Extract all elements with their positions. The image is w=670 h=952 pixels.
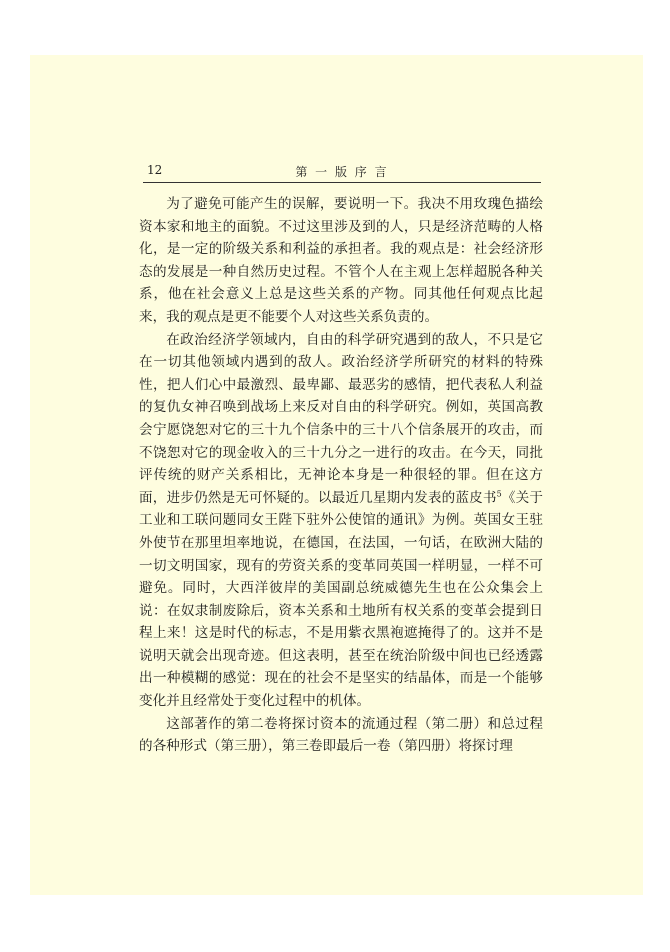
running-title: 第 一 版 序 言 (295, 165, 389, 179)
paragraph-2-part-2: 《关于工业和工联问题同女王陛下驻外公使馆的通讯》为例。英国女王驻外使节在那里坦率地说，在德国，在法国，一句话，在欧洲大陆的一切文明国家，现有的劳资关系的变革同英国一样明显，一样不可避免。同时，大西洋彼岸的美国副总统威德先生也在公众集会上说：在奴隶制废除后，资本关系和土地所有权关系的变革会提到日程上来！这是时代的标志，不是用紫衣黑袍遮掩得了的。这并不是说明天就会出现奇迹。但这表明，甚至在统治阶级中间也已经透露出一种模糊的感觉：现在的社会不是坚实的结晶体，而是一个能够变化并且经常处于变化过程中的机体。 (139, 489, 544, 710)
paragraph-3: 这部著作的第二卷将探讨资本的流通过程（第二册）和总过程的各种形式（第三册），第三卷即最后一卷（第四册）将探讨理 (139, 715, 543, 755)
running-header (143, 160, 541, 183)
page-number: 12 (147, 163, 163, 177)
paragraph-1: 为了避免可能产生的误解，要说明一下。我决不用玫瑰色描绘资本家和地主的面貌。不过这里涉及到的人，只是经济范畴的人格化，是一定的阶级关系和利益的承担者。我的观点是：社会经济形态的发展是一种自然历史过程。不管个人在主观上怎样超脱各种关系，他在社会意义上总是这些关系的产物。同其他任何观点比起来，我的观点是更不能要个人对这些关系负责的。 (139, 196, 543, 325)
paragraph-2-part-1: 在政治经济学领域内，自由的科学研究遇到的敌人，不只是它在一切其他领域内遇到的敌人。政治经济学所研究的材料的特殊性，把人们心中最激烈、最卑鄙、最恶劣的感情，把代表私人利益的复仇女神召唤到战场上来反对自由的科学研究。例如，英国高教会宁愿饶恕对它的三十九个信条中的三十八个信条展开的攻击，而不饶恕对它的现金收入的三十九分之一进行的攻击。在今天，同批评传统的财产关系相比，无神论本身是一种很轻的罪。但在这方面，进步仍然是无可怀疑的。以最近几星期内发表的蓝皮书 (139, 331, 543, 506)
body-text (139, 193, 543, 758)
paragraph-2 (139, 329, 543, 713)
footnote-marker: 5 (496, 489, 502, 499)
